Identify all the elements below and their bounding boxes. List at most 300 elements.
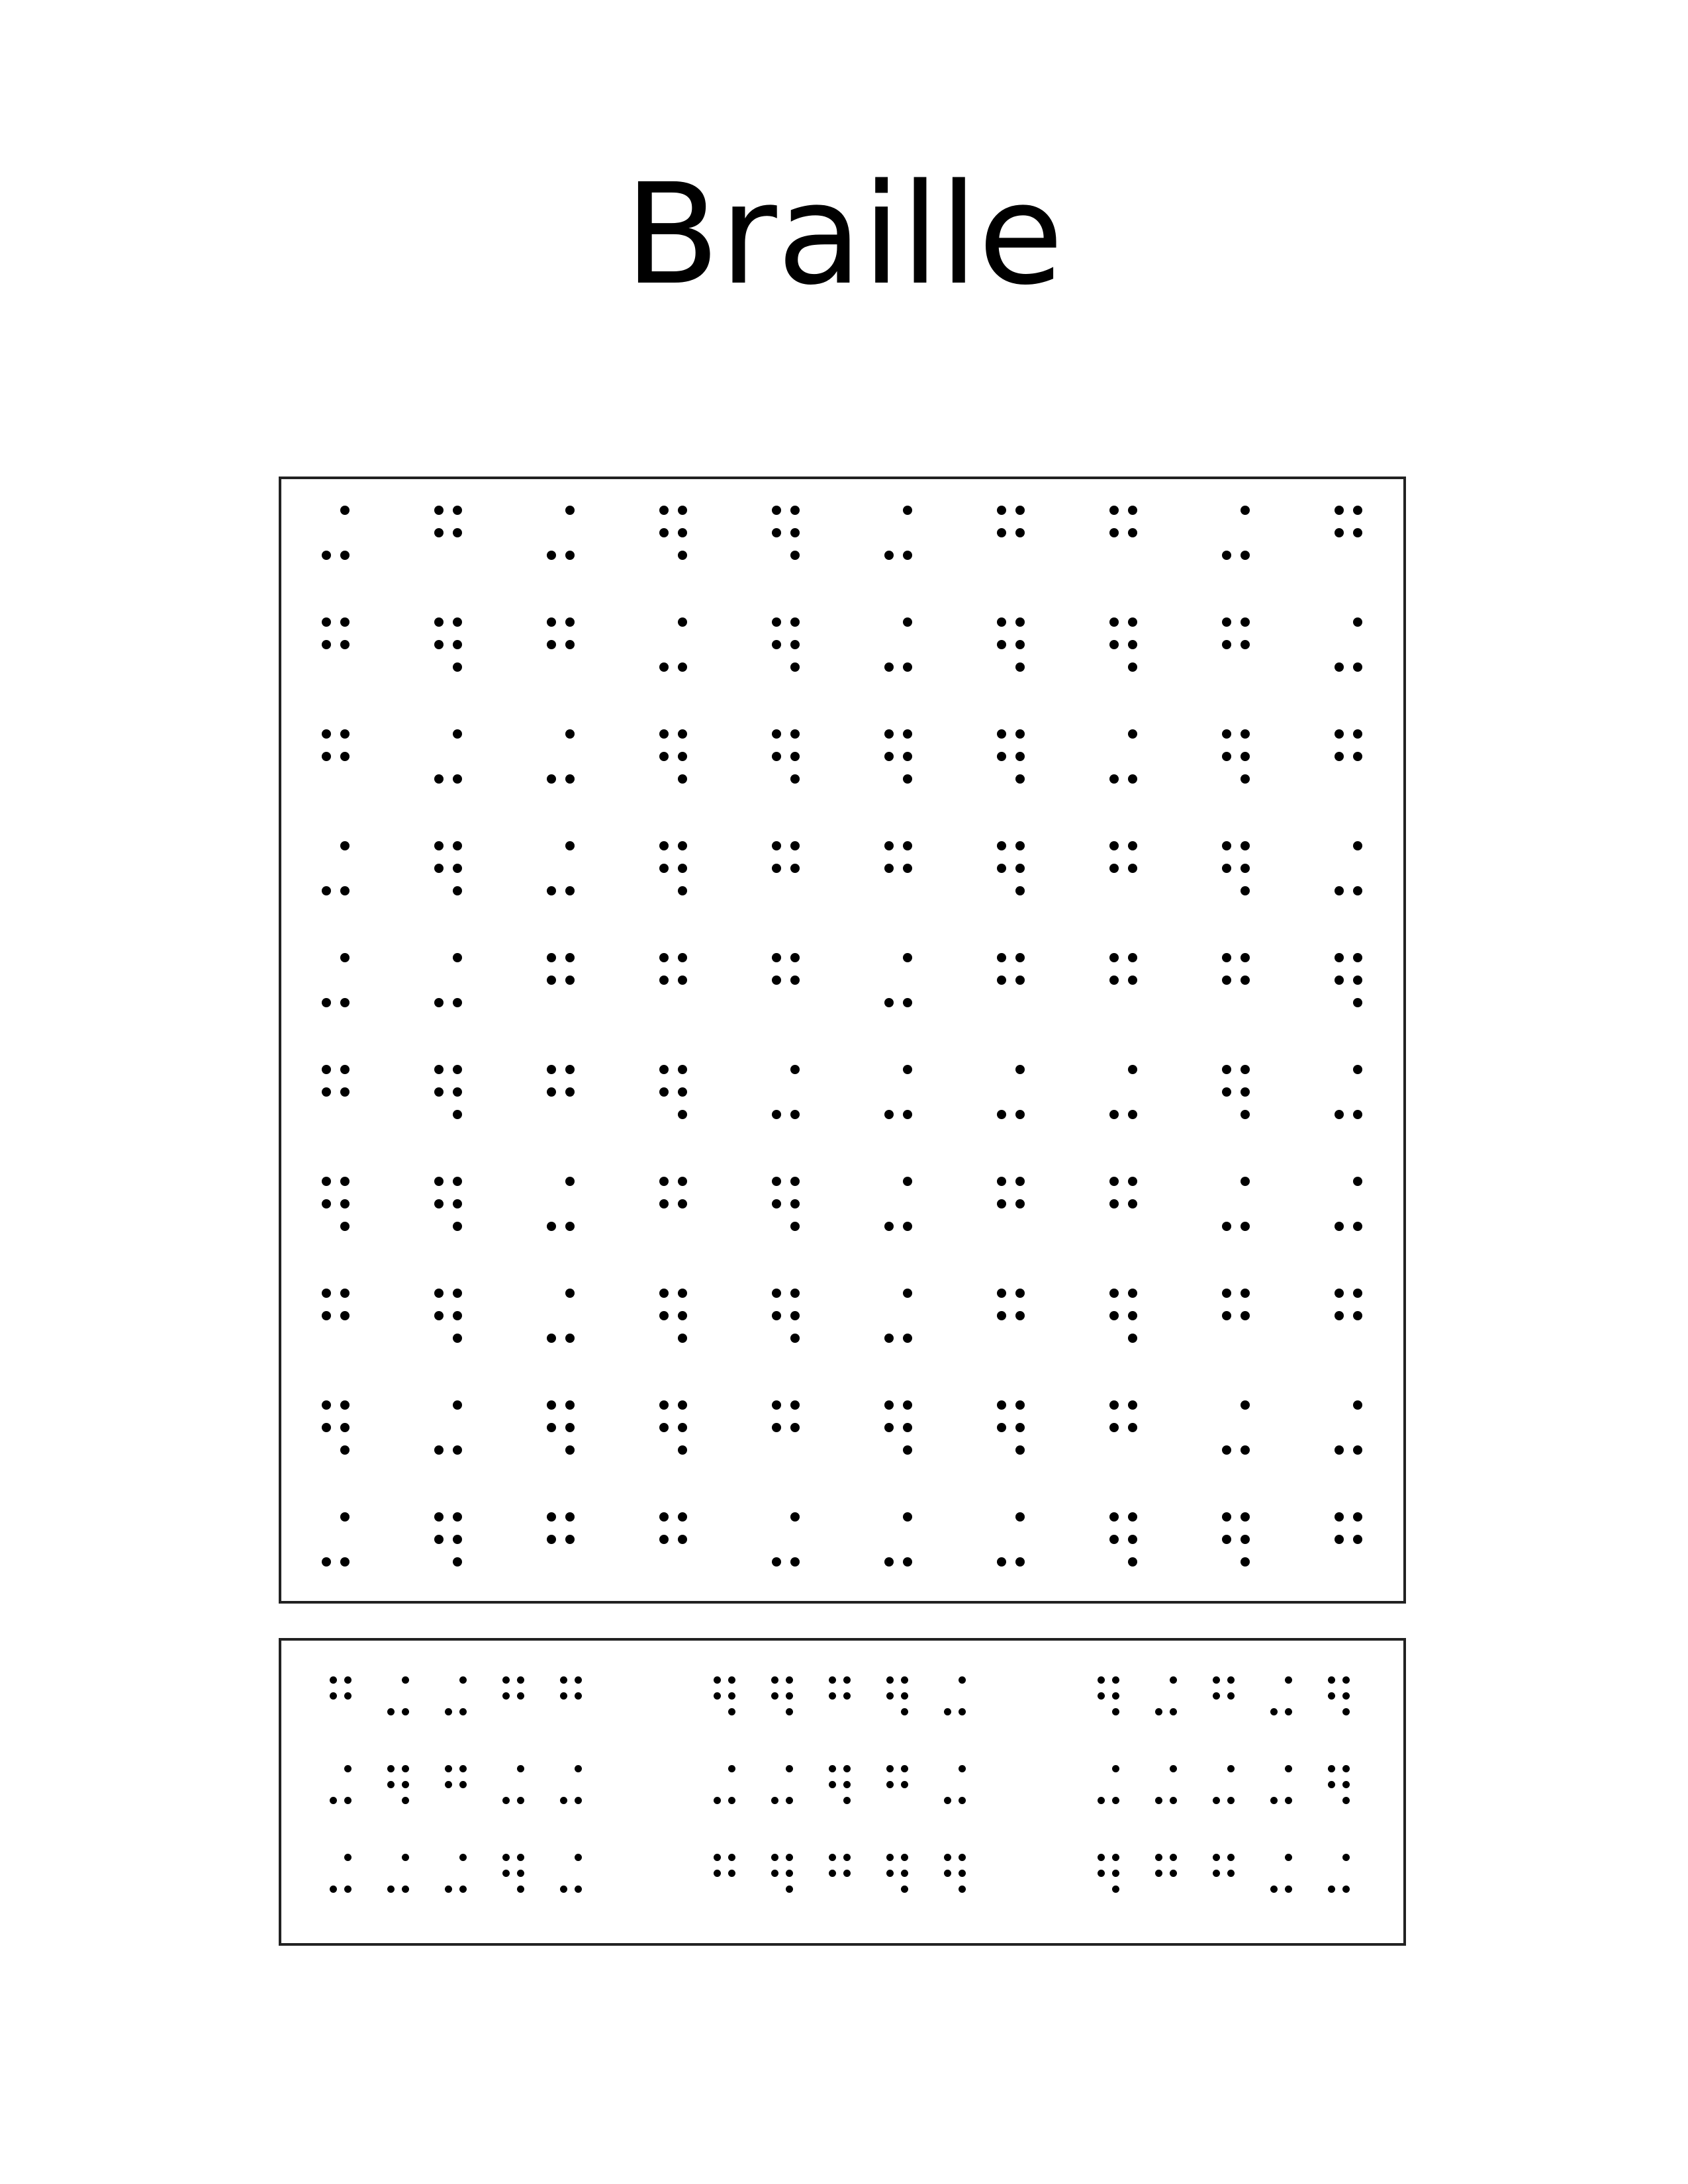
braille-dot-5 [1128, 864, 1137, 873]
braille-dot-3 [387, 1708, 395, 1715]
braille-dot-6 [678, 1110, 687, 1119]
braille-dot-3 [322, 886, 331, 895]
braille-dot-5 [728, 1870, 735, 1877]
braille-dot-2 [884, 752, 894, 761]
braille-dot-1 [330, 1676, 337, 1684]
braille-dot-4 [790, 841, 800, 850]
braille-dot-4 [1015, 1289, 1025, 1298]
braille-dot-5 [1227, 1870, 1235, 1877]
braille-cell [659, 1065, 686, 1124]
braille-dot-4 [903, 953, 912, 962]
braille-dot-5 [678, 1311, 687, 1320]
braille-dot-4 [786, 1854, 793, 1861]
braille-dot-3 [322, 1557, 331, 1567]
braille-dot-2 [772, 976, 781, 985]
braille-dot-4 [453, 1400, 462, 1410]
braille-dot-2 [659, 976, 669, 985]
braille-dot-2 [1213, 1870, 1220, 1877]
braille-dot-1 [1109, 617, 1119, 627]
braille-dot-5 [790, 976, 800, 985]
braille-dot-4 [843, 1854, 851, 1861]
braille-cell [322, 1289, 348, 1348]
braille-cell [322, 1177, 348, 1236]
braille-dot-1 [772, 506, 781, 515]
braille-dot-2 [502, 1692, 510, 1700]
braille-dot-1 [1109, 1512, 1119, 1522]
braille-dot-6 [790, 1557, 800, 1567]
braille-dot-1 [997, 617, 1006, 627]
braille-dot-1 [1213, 1854, 1220, 1861]
braille-dot-6 [340, 551, 350, 560]
braille-dot-4 [402, 1676, 409, 1684]
braille-dot-1 [547, 1400, 556, 1410]
braille-dot-2 [1328, 1692, 1335, 1700]
braille-dot-1 [434, 1512, 444, 1522]
braille-dot-4 [1241, 1177, 1250, 1186]
braille-dot-5 [1015, 864, 1025, 873]
braille-key-cell [330, 1854, 350, 1900]
braille-dot-4 [1342, 1765, 1350, 1772]
braille-dot-6 [1128, 1334, 1137, 1343]
braille-dot-6 [1112, 1708, 1119, 1715]
braille-dot-2 [714, 1870, 721, 1877]
braille-dot-5 [453, 1311, 462, 1320]
braille-dot-6 [903, 1110, 912, 1119]
braille-cell [884, 1512, 911, 1572]
braille-dot-4 [903, 1065, 912, 1074]
braille-dot-1 [1222, 1065, 1231, 1074]
braille-dot-3 [944, 1708, 951, 1715]
braille-key-cell [1098, 1854, 1117, 1900]
braille-dot-2 [1222, 976, 1231, 985]
braille-dot-4 [340, 1289, 350, 1298]
braille-dot-6 [340, 886, 350, 895]
braille-dot-6 [901, 1708, 908, 1715]
braille-dot-6 [453, 1222, 462, 1231]
braille-cell [434, 1400, 461, 1460]
braille-dot-2 [772, 864, 781, 873]
braille-dot-2 [884, 1423, 894, 1432]
braille-dot-1 [1109, 1400, 1119, 1410]
braille-dot-4 [565, 1400, 575, 1410]
braille-cell [322, 729, 348, 789]
braille-dot-4 [790, 1177, 800, 1186]
braille-dot-5 [790, 1311, 800, 1320]
braille-key-cell [944, 1676, 964, 1723]
braille-dot-6 [565, 1445, 575, 1455]
braille-dot-6 [344, 1886, 352, 1893]
braille-dot-1 [659, 1512, 669, 1522]
braille-dot-2 [1222, 1535, 1231, 1544]
braille-cell [434, 617, 461, 677]
braille-dot-6 [402, 1797, 409, 1804]
braille-cell [547, 617, 573, 677]
braille-dot-4 [340, 1177, 350, 1186]
braille-dot-1 [1222, 729, 1231, 739]
braille-dot-1 [434, 1065, 444, 1074]
braille-dot-4 [1128, 953, 1137, 962]
braille-dot-1 [387, 1765, 395, 1772]
braille-dot-2 [772, 1199, 781, 1208]
braille-dot-6 [678, 551, 687, 560]
braille-dot-1 [1328, 1676, 1335, 1684]
braille-dot-2 [387, 1781, 395, 1788]
braille-dot-6 [903, 774, 912, 784]
braille-dot-2 [659, 1199, 669, 1208]
braille-dot-3 [884, 1110, 894, 1119]
braille-dot-4 [565, 1289, 575, 1298]
braille-dot-3 [1213, 1797, 1220, 1804]
braille-dot-6 [678, 1445, 687, 1455]
braille-dot-2 [322, 752, 331, 761]
braille-dot-2 [547, 976, 556, 985]
braille-dot-1 [1109, 1177, 1119, 1186]
braille-dot-5 [1170, 1870, 1177, 1877]
braille-dot-5 [1015, 640, 1025, 649]
braille-dot-2 [659, 1423, 669, 1432]
braille-dot-4 [340, 953, 350, 962]
braille-dot-4 [1015, 1512, 1025, 1522]
braille-cell [1222, 1400, 1248, 1460]
braille-dot-5 [1128, 1535, 1137, 1544]
braille-dot-5 [453, 1199, 462, 1208]
braille-dot-4 [340, 1512, 350, 1522]
braille-cell [772, 1065, 798, 1124]
braille-dot-2 [944, 1870, 951, 1877]
braille-dot-2 [1109, 640, 1119, 649]
braille-dot-4 [1285, 1854, 1292, 1861]
braille-dot-6 [790, 1222, 800, 1231]
braille-key-cell [502, 1765, 522, 1811]
braille-dot-4 [843, 1676, 851, 1684]
braille-dot-6 [790, 662, 800, 672]
braille-dot-1 [1098, 1676, 1105, 1684]
braille-dot-4 [453, 1065, 462, 1074]
braille-dot-5 [901, 1692, 908, 1700]
braille-dot-6 [1241, 1110, 1250, 1119]
braille-dot-4 [575, 1854, 582, 1861]
braille-dot-4 [1015, 1065, 1025, 1074]
braille-dot-6 [1015, 662, 1025, 672]
braille-dot-4 [843, 1765, 851, 1772]
braille-dot-4 [1128, 1177, 1137, 1186]
braille-dot-4 [565, 1065, 575, 1074]
braille-dot-4 [453, 1512, 462, 1522]
braille-dot-6 [903, 1334, 912, 1343]
braille-dot-2 [434, 640, 444, 649]
braille-cell [1335, 1065, 1361, 1124]
braille-dot-1 [1109, 506, 1119, 515]
braille-dot-5 [565, 1535, 575, 1544]
braille-key-cell [1328, 1854, 1348, 1900]
braille-key-cell [1155, 1676, 1175, 1723]
braille-dot-4 [1353, 729, 1362, 739]
braille-dot-1 [771, 1676, 778, 1684]
braille-dot-2 [1222, 1311, 1231, 1320]
braille-cell [997, 1065, 1023, 1124]
braille-cell [659, 1512, 686, 1572]
braille-dot-5 [728, 1692, 735, 1700]
braille-dot-4 [903, 729, 912, 739]
braille-dot-6 [1015, 1557, 1025, 1567]
braille-dot-1 [884, 729, 894, 739]
braille-dot-4 [453, 506, 462, 515]
braille-dot-5 [453, 864, 462, 873]
braille-dot-2 [434, 1199, 444, 1208]
braille-dot-5 [459, 1781, 467, 1788]
braille-dot-6 [1128, 1110, 1137, 1119]
braille-cell [1222, 953, 1248, 1013]
braille-dot-1 [659, 506, 669, 515]
braille-dot-6 [1112, 1886, 1119, 1893]
braille-key-cell [1213, 1854, 1233, 1900]
braille-cell [1335, 1177, 1361, 1236]
braille-cell [772, 841, 798, 901]
braille-dot-3 [944, 1797, 951, 1804]
braille-dot-6 [340, 1557, 350, 1567]
braille-dot-4 [565, 1512, 575, 1522]
braille-key-cell [886, 1676, 906, 1723]
braille-cell [997, 1289, 1023, 1348]
braille-dot-3 [445, 1886, 452, 1893]
braille-dot-1 [714, 1676, 721, 1684]
braille-cell [1222, 1289, 1248, 1348]
braille-dot-4 [1112, 1676, 1119, 1684]
braille-dot-4 [402, 1854, 409, 1861]
braille-dot-6 [1241, 1557, 1250, 1567]
braille-dot-3 [714, 1797, 721, 1804]
braille-cell [772, 1289, 798, 1348]
braille-dot-6 [728, 1797, 735, 1804]
braille-dot-5 [678, 976, 687, 985]
braille-dot-2 [886, 1870, 894, 1877]
braille-dot-2 [560, 1692, 567, 1700]
braille-dot-6 [1285, 1797, 1292, 1804]
braille-dot-5 [1241, 1311, 1250, 1320]
braille-dot-5 [517, 1870, 524, 1877]
braille-dot-3 [997, 1110, 1006, 1119]
braille-key-cell [1098, 1765, 1117, 1811]
braille-dot-2 [772, 1311, 781, 1320]
braille-dot-5 [1227, 1692, 1235, 1700]
braille-dot-4 [1015, 1400, 1025, 1410]
braille-dot-5 [565, 1087, 575, 1097]
braille-dot-1 [771, 1854, 778, 1861]
braille-key-cell [560, 1676, 580, 1723]
braille-dot-5 [453, 528, 462, 537]
braille-dot-5 [678, 1535, 687, 1544]
braille-dot-4 [1342, 1854, 1350, 1861]
braille-cell [884, 506, 911, 565]
braille-dot-5 [959, 1870, 966, 1877]
braille-key-cell [1213, 1765, 1233, 1811]
braille-dot-6 [903, 1222, 912, 1231]
braille-dot-1 [502, 1676, 510, 1684]
braille-dot-4 [1128, 729, 1137, 739]
braille-dot-4 [565, 506, 575, 515]
braille-dot-5 [565, 976, 575, 985]
braille-dot-4 [459, 1676, 467, 1684]
braille-dot-1 [772, 953, 781, 962]
braille-cell [547, 729, 573, 789]
braille-dot-4 [402, 1765, 409, 1772]
braille-dot-5 [1015, 752, 1025, 761]
braille-dot-4 [1241, 1400, 1250, 1410]
braille-dot-4 [1353, 1177, 1362, 1186]
braille-dot-3 [547, 774, 556, 784]
braille-dot-6 [790, 1334, 800, 1343]
braille-dot-2 [771, 1870, 778, 1877]
braille-dot-4 [340, 1065, 350, 1074]
braille-dot-3 [387, 1886, 395, 1893]
braille-dot-1 [434, 1177, 444, 1186]
braille-dot-2 [1335, 976, 1344, 985]
braille-dot-4 [678, 1512, 687, 1522]
braille-dot-6 [453, 774, 462, 784]
braille-cell [772, 953, 798, 1013]
braille-dot-2 [997, 1423, 1006, 1432]
braille-dot-6 [1241, 1445, 1250, 1455]
braille-dot-3 [772, 1557, 781, 1567]
braille-dot-2 [1328, 1781, 1335, 1788]
braille-dot-5 [402, 1781, 409, 1788]
braille-dot-4 [453, 617, 462, 627]
braille-dot-6 [340, 1445, 350, 1455]
braille-dot-5 [901, 1870, 908, 1877]
braille-dot-4 [453, 1177, 462, 1186]
braille-dot-1 [829, 1676, 836, 1684]
braille-dot-1 [884, 841, 894, 850]
braille-dot-4 [790, 729, 800, 739]
braille-key-cell [387, 1676, 407, 1723]
braille-dot-4 [1170, 1765, 1177, 1772]
braille-dot-6 [565, 1222, 575, 1231]
braille-cell [322, 953, 348, 1013]
braille-cell [997, 1400, 1023, 1460]
braille-dot-4 [959, 1854, 966, 1861]
braille-dot-2 [772, 1423, 781, 1432]
braille-dot-2 [659, 1087, 669, 1097]
braille-cell [884, 841, 911, 901]
braille-dot-3 [1335, 1110, 1344, 1119]
braille-cell [1335, 1512, 1361, 1572]
braille-dot-4 [340, 1400, 350, 1410]
braille-key-cell [829, 1854, 849, 1900]
braille-cell [547, 506, 573, 565]
braille-dot-2 [1109, 976, 1119, 985]
braille-dot-4 [340, 841, 350, 850]
braille-dot-6 [903, 1445, 912, 1455]
braille-dot-3 [1222, 551, 1231, 560]
braille-cell [1335, 729, 1361, 789]
braille-dot-6 [340, 1222, 350, 1231]
braille-dot-5 [1353, 752, 1362, 761]
braille-dot-4 [1015, 729, 1025, 739]
braille-dot-4 [517, 1765, 524, 1772]
braille-dot-2 [659, 864, 669, 873]
braille-dot-4 [903, 1512, 912, 1522]
braille-dot-3 [1155, 1708, 1162, 1715]
braille-dot-6 [1015, 1110, 1025, 1119]
braille-dot-5 [453, 1535, 462, 1544]
braille-cell [434, 1289, 461, 1348]
braille-dot-4 [1353, 841, 1362, 850]
braille-dot-2 [1109, 1311, 1119, 1320]
braille-dot-5 [1241, 976, 1250, 985]
braille-dot-4 [340, 729, 350, 739]
braille-dot-1 [659, 1400, 669, 1410]
braille-key-cell [1213, 1676, 1233, 1723]
braille-dot-4 [959, 1676, 966, 1684]
braille-dot-5 [565, 640, 575, 649]
braille-dot-1 [997, 1289, 1006, 1298]
braille-cell [322, 1065, 348, 1124]
braille-cell [659, 953, 686, 1013]
braille-dot-5 [843, 1781, 851, 1788]
braille-dot-5 [786, 1870, 793, 1877]
braille-cell [772, 729, 798, 789]
braille-dot-5 [903, 864, 912, 873]
braille-cell [434, 953, 461, 1013]
braille-dot-6 [1353, 1222, 1362, 1231]
braille-cell [1335, 617, 1361, 677]
braille-cell [659, 1177, 686, 1236]
braille-dot-2 [322, 1087, 331, 1097]
braille-dot-6 [1353, 662, 1362, 672]
braille-dot-4 [1353, 1289, 1362, 1298]
braille-dot-2 [997, 976, 1006, 985]
braille-cell [322, 1512, 348, 1572]
braille-dot-1 [322, 617, 331, 627]
braille-dot-3 [547, 1222, 556, 1231]
braille-dot-1 [1335, 729, 1344, 739]
braille-cell [1222, 841, 1248, 901]
braille-dot-6 [340, 998, 350, 1007]
braille-dot-4 [1285, 1676, 1292, 1684]
braille-dot-1 [659, 953, 669, 962]
braille-dot-5 [340, 752, 350, 761]
braille-dot-5 [843, 1692, 851, 1700]
braille-dot-6 [786, 1797, 793, 1804]
braille-key-cell [445, 1765, 465, 1811]
braille-dot-4 [1353, 1065, 1362, 1074]
braille-dot-4 [901, 1676, 908, 1684]
braille-dot-5 [678, 1423, 687, 1432]
braille-cell [1222, 1177, 1248, 1236]
braille-dot-1 [772, 729, 781, 739]
braille-dot-1 [714, 1854, 721, 1861]
braille-dot-4 [1128, 617, 1137, 627]
braille-cell [1335, 1289, 1361, 1348]
braille-dot-2 [547, 640, 556, 649]
braille-dot-5 [901, 1781, 908, 1788]
braille-dot-4 [790, 1065, 800, 1074]
braille-dot-4 [344, 1765, 352, 1772]
braille-cell [1222, 729, 1248, 789]
braille-cell [1109, 1065, 1136, 1124]
braille-dot-5 [786, 1692, 793, 1700]
braille-dot-4 [790, 953, 800, 962]
braille-dot-6 [678, 886, 687, 895]
braille-dot-5 [1353, 976, 1362, 985]
braille-dot-4 [1353, 617, 1362, 627]
braille-dot-2 [886, 1692, 894, 1700]
braille-dot-2 [547, 1087, 556, 1097]
braille-dot-2 [829, 1870, 836, 1877]
braille-dot-6 [1241, 774, 1250, 784]
braille-dot-6 [575, 1797, 582, 1804]
braille-dot-4 [1241, 953, 1250, 962]
